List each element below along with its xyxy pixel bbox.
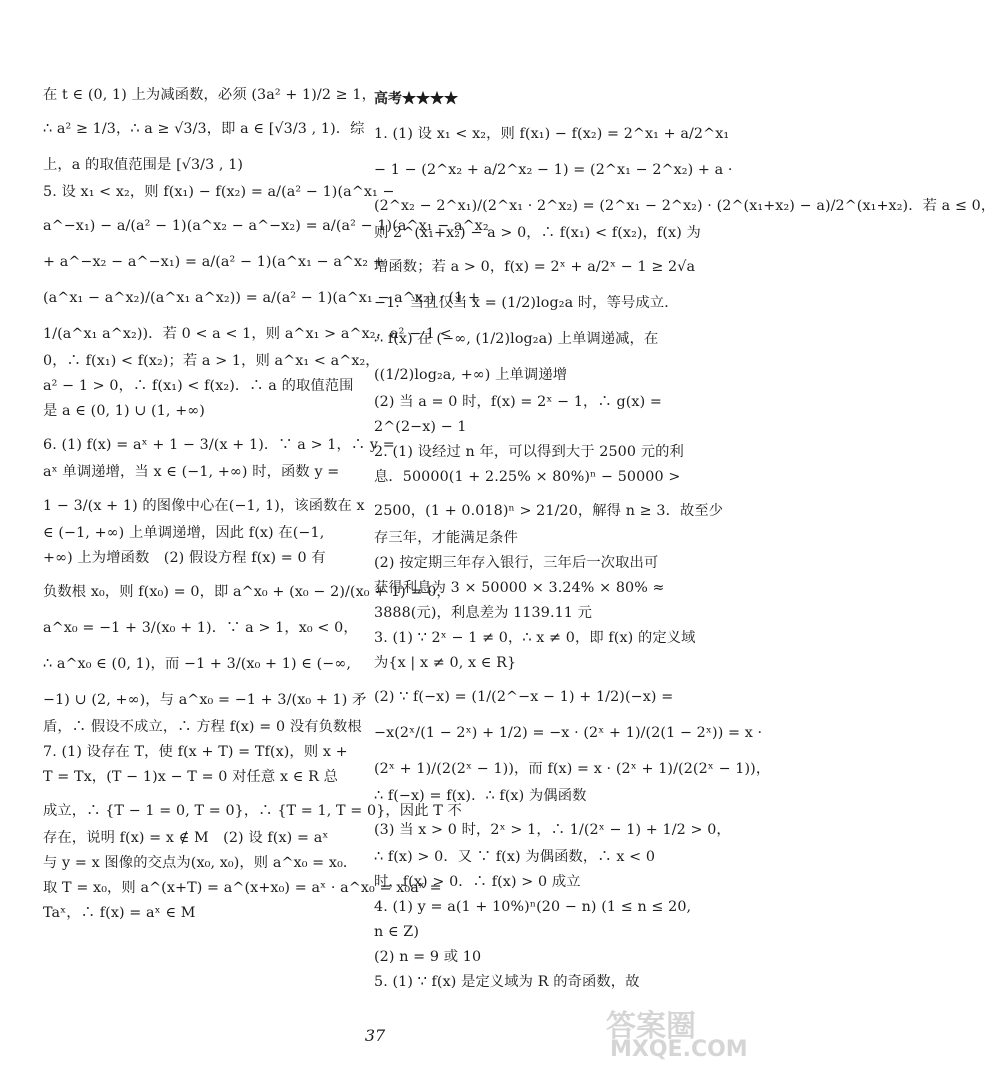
text-line: a^x₀ = −1 + 3/(x₀ + 1)．∵ a > 1，x₀ < 0， (43, 620, 358, 636)
text-line: ∈ (−1, +∞) 上单调递增，因此 f(x) 在(−1, (43, 525, 325, 541)
text-line: 2500，(1 + 0.018)ⁿ > 21/20，解得 n ≥ 3．故至少 (374, 503, 724, 519)
problem-6-line: 6. (1) f(x) = aˣ + 1 − 3/(x + 1)．∵ a > 1，∴ y = (43, 437, 395, 453)
text-line: 存三年，才能满足条件 (374, 530, 518, 546)
text-line: 在 t ∈ (0, 1) 上为减函数，必须 (3a² + 1)/2 ≥ 1， (43, 87, 377, 103)
text-line: +∞) 上为增函数 (2) 假设方程 f(x) = 0 有 (43, 550, 326, 566)
text-line: 与 y = x 图像的交点为(x₀, x₀)，则 a^x₀ = x₀． (43, 855, 358, 871)
text-line: (a^x₁ − a^x₂)/(a^x₁ a^x₂)) = a/(a² − 1)(a^x₁ − a^x₂) · (1 + (43, 290, 481, 306)
watermark-top-text: 答案圈 (606, 1009, 696, 1044)
text-line: (3) 当 x > 0 时，2ˣ > 1，∴ 1/(2ˣ − 1) + 1/2 > 0， (374, 822, 731, 838)
page-number: 37 (364, 1026, 386, 1045)
watermark-logo (592, 997, 748, 1067)
text-line: −x(2ˣ/(1 − 2ˣ) + 1/2) = −x · (2ˣ + 1)/(2(1 − 2ˣ)) = x · (374, 725, 763, 741)
text-line: (2) ∵ f(−x) = (1/(2^−x − 1) + 1/2)(−x) = (374, 689, 674, 705)
problem-5-line: 5. (1) ∵ f(x) 是定义域为 R 的奇函数，故 (374, 974, 640, 990)
text-line: 2^(2−x) − 1 (374, 419, 467, 435)
problem-1-line: 1. (1) 设 x₁ < x₂，则 f(x₁) − f(x₂) = 2^x₁ + a/2^x₁ (374, 126, 730, 142)
text-line: a² − 1 > 0，∴ f(x₁) < f(x₂)．∴ a 的取值范围 (43, 378, 354, 394)
text-line: −1．当且仅当 x = (1/2)log₂a 时，等号成立． (374, 295, 679, 311)
text-line: ∴ a² ≥ 1/3，∴ a ≥ √3/3，即 a ∈ [√3/3 , 1)．综 (43, 121, 365, 137)
text-line: 0，∴ f(x₁) < f(x₂)；若 a > 1，则 a^x₁ < a^x₂， (43, 353, 380, 369)
text-line: 1/(a^x₁ a^x₂))．若 0 < a < 1，则 a^x₁ > a^x₂，a² − 1 < (43, 326, 452, 342)
text-line: − 1 − (2^x₂ + a/2^x₂ − 1) = (2^x₁ − 2^x₂) + a · (374, 162, 733, 178)
text-line: 时，f(x) > 0．∴ f(x) > 0 成立 (374, 874, 581, 890)
text-line: 取 T = x₀，则 a^(x+T) = a^(x+x₀) = aˣ · a^x₀ = x₀aˣ = (43, 880, 442, 896)
text-line: −1) ∪ (2, +∞)，与 a^x₀ = −1 + 3/(x₀ + 1) 矛 (43, 692, 367, 708)
text-line: aˣ 单调递增，当 x ∈ (−1, +∞) 时，函数 y = (43, 464, 340, 480)
watermark-bottom-text: MXQE.COM (610, 1037, 748, 1062)
text-line: 1 − 3/(x + 1) 的图像中心在(−1, 1)，该函数在 x (43, 498, 365, 514)
text-line: + a^−x₂ − a^−x₁) = a/(a² − 1)(a^x₁ − a^x₂ + (43, 254, 385, 270)
text-line: T = Tx，(T − 1)x − T = 0 对任意 x ∈ R 总 (43, 769, 339, 785)
problem-7-line: 7. (1) 设存在 T，使 f(x + T) = Tf(x)，则 x + (43, 744, 348, 760)
text-line: 为{x | x ≠ 0, x ∈ R} (374, 655, 517, 671)
text-line: ∴ a^x₀ ∈ (0, 1)，而 −1 + 3/(x₀ + 1) ∈ (−∞, (43, 656, 352, 672)
problem-4-line: 4. (1) y = a(1 + 10%)ⁿ(20 − n) (1 ≤ n ≤ 20, (374, 899, 692, 915)
text-line: a^−x₁) − a/(a² − 1)(a^x₂ − a^−x₂) = a/(a² − 1)(a^x₁ − a^x₂ (43, 218, 489, 234)
problem-3-line: 3. (1) ∵ 2ˣ − 1 ≠ 0，∴ x ≠ 0，即 f(x) 的定义域 (374, 630, 696, 646)
text-line: Taˣ，∴ f(x) = aˣ ∈ M (43, 905, 196, 921)
text-line: ∴ f(x) 在 (−∞, (1/2)log₂a) 上单调递减，在 (374, 331, 659, 347)
text-line: ∴ f(−x) = f(x)．∴ f(x) 为偶函数 (374, 788, 587, 804)
text-line: 盾，∴ 假设不成立，∴ 方程 f(x) = 0 没有负数根 (43, 719, 362, 735)
text-line: ((1/2)log₂a, +∞) 上单调递增 (374, 367, 568, 383)
text-line: 上，a 的取值范围是 [√3/3 , 1) (43, 157, 244, 173)
text-line: (2ˣ + 1)/(2(2ˣ − 1))，而 f(x) = x · (2ˣ + 1)/(2(2ˣ − 1))， (374, 761, 771, 777)
right-column (374, 88, 995, 1000)
text-line: 息．50000(1 + 2.25% × 80%)ⁿ − 50000 > (374, 469, 681, 485)
text-line: 3888(元)，利息差为 1139.11 元 (374, 605, 593, 621)
text-line: 增函数；若 a > 0，f(x) = 2ˣ + a/2ˣ − 1 ≥ 2√a (374, 259, 696, 275)
text-line: 存在，说明 f(x) = x ∉ M (2) 设 f(x) = aˣ (43, 830, 329, 846)
text-line: (2) 按定期三年存入银行，三年后一次取出可 (374, 555, 659, 571)
text-line: 成立，∴ {T − 1 = 0, T = 0}，∴ {T = 1, T = 0}，因此 T 不 (43, 803, 462, 819)
text-line: 则 2^(x₁+x₂) − a > 0，∴ f(x₁) < f(x₂)，f(x) 为 (374, 225, 701, 241)
text-line: 负数根 x₀，则 f(x₀) = 0，即 a^x₀ + (x₀ − 2)/(x₀ + 1) = 0， (43, 584, 451, 600)
text-line: 是 a ∈ (0, 1) ∪ (1, +∞) (43, 403, 205, 419)
text-line: 获得利息为 3 × 50000 × 3.24% × 80% ≈ (374, 580, 665, 596)
problem-5-line: 5. 设 x₁ < x₂，则 f(x₁) − f(x₂) = a/(a² − 1)(a^x₁ − (43, 184, 395, 200)
text-line: (2) 当 a = 0 时，f(x) = 2ˣ − 1，∴ g(x) = (374, 394, 662, 410)
text-line: n ∈ Z) (374, 924, 419, 940)
problem-2-line: 2. (1) 设经过 n 年，可以得到大于 2500 元的利 (374, 444, 684, 460)
text-line: (2^x₂ − 2^x₁)/(2^x₁ · 2^x₂) = (2^x₁ − 2^x₂) · (2^(x₁+x₂) − a)/2^(x₁+x₂)．若 a ≤ 0， (374, 198, 995, 214)
section-heading: 高考★★★★ (374, 91, 458, 107)
text-line: ∴ f(x) > 0．又 ∵ f(x) 为偶函数，∴ x < 0 (374, 849, 656, 865)
text-line: (2) n = 9 或 10 (374, 949, 482, 965)
